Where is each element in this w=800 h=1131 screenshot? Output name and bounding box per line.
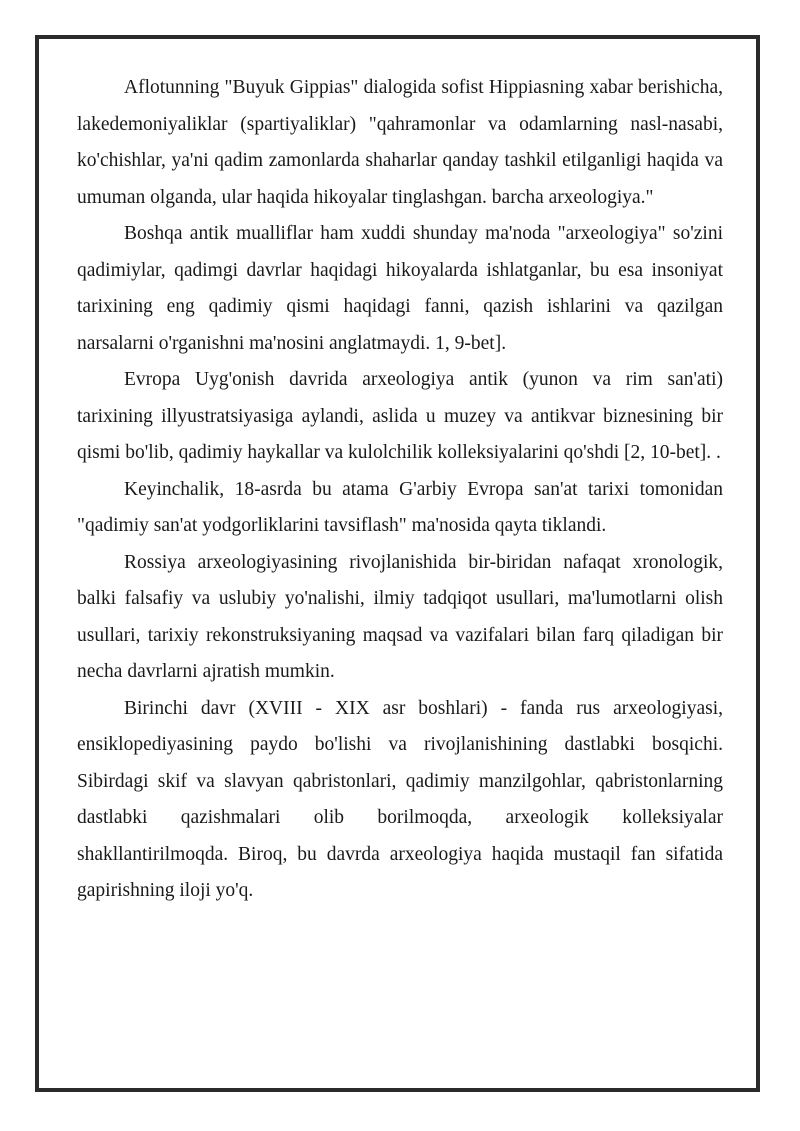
- paragraph-5: Rossiya arxeologiyasining rivojlanishida bir-biridan nafaqat xronologik, balki falsafiy va uslubiy yo'nalishi, ilmiy tadqiqot usullari, ma'lumotlarni olish usullari, tarixiy rekonstruksiyaning maqsad va vazifalari bilan farq qiladigan bir necha davrlarni ajratish mumkin.: [77, 551, 723, 682]
- paragraph-6: Birinchi davr (XVIII - XIX asr boshlari) - fanda rus arxeologiyasi, ensiklopediyasining paydo bo'lishi va rivojlanishining dastlabki bosqichi. Sibirdagi skif va slavyan qabristonlari, qadimiy manzilgohlar, qabristonlarning dastlabki qazishmalari olib borilmoqda, arxeologik kolleksiyalar shakllantirilmoqda. Biroq, bu davrda arxeologiya haqida mustaqil fan sifatida gapirishning iloji yo'q.: [77, 697, 723, 901]
- document-body: [77, 70, 723, 910]
- paragraph-3: Evropa Uyg'onish davrida arxeologiya antik (yunon va rim san'ati) tarixining illyustratsiyasiga aylandi, aslida u muzey va antikvar biznesining bir qismi bo'lib, qadimiy haykallar va kulolchilik kolleksiyalarini qo'shdi [2, 10-bet]. .: [77, 369, 723, 463]
- paragraph-2: Boshqa antik mualliflar ham xuddi shunday ma'noda "arxeologiya" so'zini qadimiylar, qadimgi davrlar haqidagi hikoyalarda ishlatganlar, bu esa insoniyat tarixining eng qadimiy qismi haqidagi fanni, qazish ishlarini va qazilgan narsalarni o'rganishni ma'nosini anglatmaydi. 1, 9-bet].: [77, 223, 723, 354]
- paragraph-1: Aflotunning "Buyuk Gippias" dialogida sofist Hippiasning xabar berishicha, lakedemoniyaliklar (spartiyaliklar) "qahramonlar va odamlarning nasl-nasabi, ko'chishlar, ya'ni qadim zamonlarda shaharlar qanday tashkil etilganligi haqida va umuman olganda, ular haqida hikoyalar tinglashgan. barcha arxeologiya.": [77, 77, 723, 208]
- paragraph-4: Keyinchalik, 18-asrda bu atama G'arbiy Evropa san'at tarixi tomonidan "qadimiy san'at yodgorliklarini tavsiflash" ma'nosida qayta tiklandi.: [77, 478, 723, 536]
